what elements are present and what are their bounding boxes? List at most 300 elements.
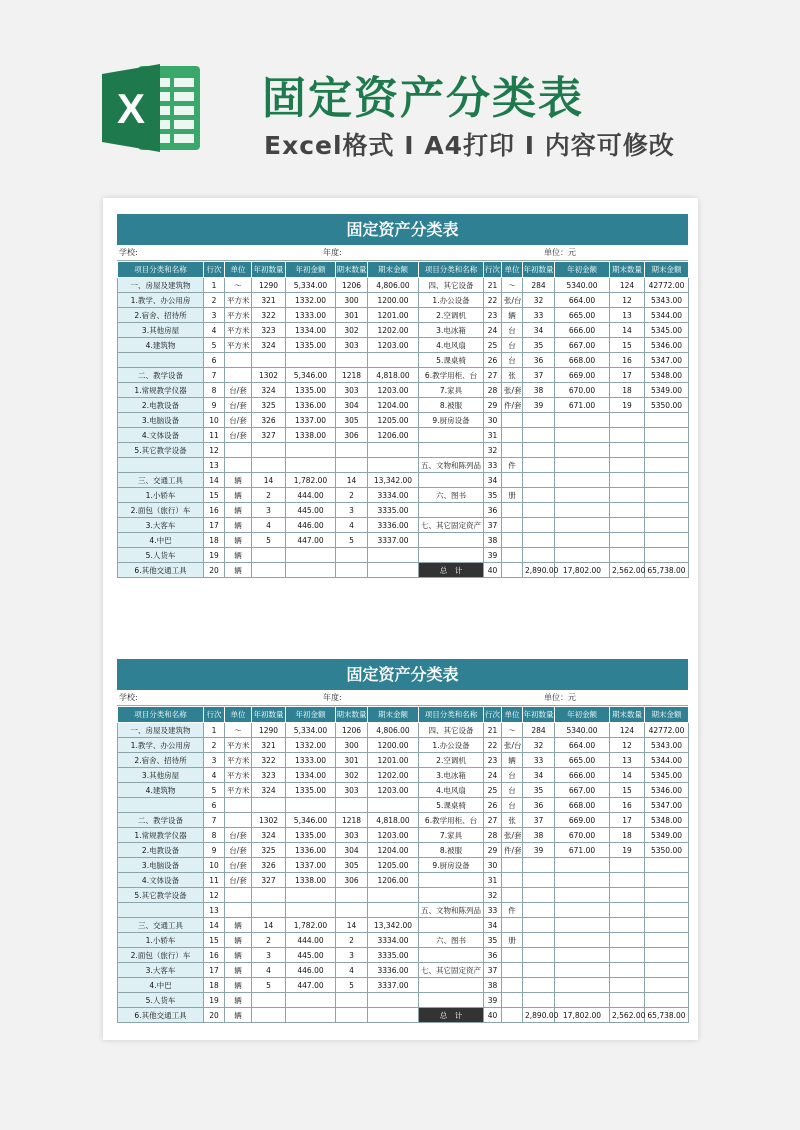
table-cell: 12 bbox=[610, 293, 645, 308]
table-cell: 1.办公设备 bbox=[419, 293, 484, 308]
table-cell bbox=[645, 488, 689, 503]
column-header: 年初金额 bbox=[555, 262, 610, 278]
table-cell: 5.人货车 bbox=[118, 548, 204, 563]
table-cell: 1336.00 bbox=[286, 843, 336, 858]
table-cell bbox=[502, 473, 523, 488]
table-cell: 张 bbox=[502, 813, 523, 828]
table-cell: 5349.00 bbox=[645, 828, 689, 843]
table-cell: 34 bbox=[484, 473, 502, 488]
table-cell bbox=[502, 963, 523, 978]
table-cell: 32 bbox=[523, 293, 555, 308]
table-cell: 322 bbox=[252, 308, 286, 323]
table-cell bbox=[502, 1008, 523, 1023]
table-cell bbox=[252, 888, 286, 903]
table-cell bbox=[645, 948, 689, 963]
table-cell bbox=[645, 428, 689, 443]
table-cell: 447.00 bbox=[286, 978, 336, 993]
table-cell bbox=[555, 413, 610, 428]
table-cell: 324 bbox=[252, 783, 286, 798]
table-cell: 1290 bbox=[252, 278, 286, 293]
table-cell: 1335.00 bbox=[286, 383, 336, 398]
table-cell: 4.文体设备 bbox=[118, 873, 204, 888]
table-cell: 1,782.00 bbox=[286, 473, 336, 488]
table-cell: 667.00 bbox=[555, 783, 610, 798]
table-cell: 1,782.00 bbox=[286, 918, 336, 933]
table-cell: 总 计 bbox=[419, 563, 484, 578]
table-cell: 325 bbox=[252, 843, 286, 858]
table-cell: 3.其他房屋 bbox=[118, 323, 204, 338]
unit-label: 单位：元 bbox=[544, 693, 576, 702]
table-cell bbox=[368, 798, 419, 813]
table-cell: 4 bbox=[204, 768, 225, 783]
table-cell: 32 bbox=[484, 888, 502, 903]
table-cell: 35 bbox=[484, 488, 502, 503]
table-cell bbox=[645, 978, 689, 993]
table-cell bbox=[419, 888, 484, 903]
table-cell: 1334.00 bbox=[286, 323, 336, 338]
table-cell bbox=[336, 353, 368, 368]
table-cell: 16 bbox=[610, 798, 645, 813]
table-cell bbox=[523, 933, 555, 948]
table-row bbox=[118, 503, 689, 518]
table-cell bbox=[252, 458, 286, 473]
table-cell: 35 bbox=[523, 783, 555, 798]
table-cell bbox=[118, 903, 204, 918]
table-cell: 27 bbox=[484, 368, 502, 383]
table-cell: 321 bbox=[252, 738, 286, 753]
table-row bbox=[118, 888, 689, 903]
table-cell: 1205.00 bbox=[368, 413, 419, 428]
table-cell bbox=[523, 458, 555, 473]
table-cell: 23 bbox=[484, 308, 502, 323]
table-cell: 11 bbox=[204, 428, 225, 443]
sheet-bottom bbox=[117, 659, 688, 1023]
table-cell: 17 bbox=[204, 518, 225, 533]
table-cell: 5 bbox=[252, 978, 286, 993]
table-cell: 1334.00 bbox=[286, 768, 336, 783]
table-row bbox=[118, 413, 689, 428]
table-cell: 2,890.00 bbox=[523, 563, 555, 578]
asset-table bbox=[117, 706, 689, 1023]
table-cell: 301 bbox=[336, 308, 368, 323]
table-cell bbox=[610, 993, 645, 1008]
table-cell bbox=[419, 443, 484, 458]
table-cell: 平方米 bbox=[225, 308, 252, 323]
table-cell: 5.人货车 bbox=[118, 993, 204, 1008]
table-cell: 5 bbox=[336, 533, 368, 548]
table-cell bbox=[286, 563, 336, 578]
table-cell bbox=[645, 473, 689, 488]
table-cell: 1338.00 bbox=[286, 428, 336, 443]
table-cell bbox=[225, 353, 252, 368]
table-cell bbox=[225, 888, 252, 903]
table-row bbox=[118, 783, 689, 798]
table-cell bbox=[252, 563, 286, 578]
column-header: 期末数量 bbox=[610, 262, 645, 278]
asset-table bbox=[117, 261, 689, 578]
table-row bbox=[118, 563, 689, 578]
table-cell: 16 bbox=[204, 503, 225, 518]
table-cell: 3 bbox=[204, 753, 225, 768]
table-row bbox=[118, 353, 689, 368]
table-cell bbox=[555, 948, 610, 963]
table-cell: 2.空调机 bbox=[419, 753, 484, 768]
table-cell bbox=[419, 978, 484, 993]
table-cell: 14 bbox=[610, 323, 645, 338]
table-cell: 39 bbox=[484, 548, 502, 563]
table-cell: 台 bbox=[502, 768, 523, 783]
table-cell bbox=[286, 798, 336, 813]
table-cell: 1206 bbox=[336, 723, 368, 738]
table-cell: 35 bbox=[484, 933, 502, 948]
table-cell: 5,334.00 bbox=[286, 723, 336, 738]
table-cell bbox=[419, 993, 484, 1008]
table-cell: 42772.00 bbox=[645, 723, 689, 738]
table-cell: 445.00 bbox=[286, 948, 336, 963]
table-cell: 台/套 bbox=[225, 828, 252, 843]
table-cell: 1335.00 bbox=[286, 338, 336, 353]
column-header: 项目分类和名称 bbox=[419, 707, 484, 723]
table-cell bbox=[555, 458, 610, 473]
column-header: 单位 bbox=[502, 262, 523, 278]
column-header: 期末金额 bbox=[645, 262, 689, 278]
table-cell bbox=[610, 963, 645, 978]
table-cell: 669.00 bbox=[555, 813, 610, 828]
table-cell: 15 bbox=[610, 338, 645, 353]
table-cell: 34 bbox=[484, 918, 502, 933]
table-cell: 22 bbox=[484, 293, 502, 308]
table-cell: 5348.00 bbox=[645, 813, 689, 828]
table-cell: 1206 bbox=[336, 278, 368, 293]
table-cell bbox=[419, 948, 484, 963]
table-cell: 15 bbox=[204, 488, 225, 503]
table-cell: 1332.00 bbox=[286, 738, 336, 753]
table-cell: 3.电脑设备 bbox=[118, 858, 204, 873]
table-cell: 1.常规教学仪器 bbox=[118, 383, 204, 398]
table-cell bbox=[336, 1008, 368, 1023]
table-cell: 33 bbox=[484, 903, 502, 918]
table-cell bbox=[555, 993, 610, 1008]
table-cell: 444.00 bbox=[286, 488, 336, 503]
table-cell: 三、交通工具 bbox=[118, 918, 204, 933]
table-cell bbox=[645, 933, 689, 948]
table-cell: 1200.00 bbox=[368, 738, 419, 753]
table-row bbox=[118, 948, 689, 963]
table-cell: 5345.00 bbox=[645, 768, 689, 783]
table-row bbox=[118, 293, 689, 308]
table-cell: 七、其它固定资产 bbox=[419, 518, 484, 533]
table-cell: 6 bbox=[204, 353, 225, 368]
table-cell: 平方米 bbox=[225, 753, 252, 768]
table-cell: 323 bbox=[252, 323, 286, 338]
table-cell: 12 bbox=[204, 888, 225, 903]
table-cell bbox=[610, 858, 645, 873]
table-cell bbox=[502, 548, 523, 563]
table-cell bbox=[252, 548, 286, 563]
table-cell: 总 计 bbox=[419, 1008, 484, 1023]
column-header: 行次 bbox=[484, 262, 502, 278]
table-row bbox=[118, 993, 689, 1008]
table-cell: 台 bbox=[502, 353, 523, 368]
table-cell: 28 bbox=[484, 828, 502, 843]
table-cell: 1203.00 bbox=[368, 783, 419, 798]
table-cell bbox=[286, 1008, 336, 1023]
table-cell: 17 bbox=[610, 813, 645, 828]
table-cell bbox=[502, 993, 523, 1008]
year-label: 年度: bbox=[323, 693, 342, 702]
table-cell: 2.电教设备 bbox=[118, 398, 204, 413]
table-cell: 10 bbox=[204, 413, 225, 428]
table-cell: 24 bbox=[484, 323, 502, 338]
table-cell: 37 bbox=[484, 963, 502, 978]
table-cell: 327 bbox=[252, 428, 286, 443]
table-cell bbox=[419, 873, 484, 888]
table-cell: 1206.00 bbox=[368, 873, 419, 888]
column-header: 年初金额 bbox=[555, 707, 610, 723]
table-cell: 13 bbox=[610, 753, 645, 768]
table-cell bbox=[555, 548, 610, 563]
table-cell: 平方米 bbox=[225, 783, 252, 798]
table-cell bbox=[523, 978, 555, 993]
table-cell: 3 bbox=[336, 503, 368, 518]
banner bbox=[0, 0, 800, 190]
table-cell: 辆 bbox=[225, 963, 252, 978]
table-row bbox=[118, 903, 689, 918]
table-cell bbox=[368, 903, 419, 918]
table-cell bbox=[523, 503, 555, 518]
table-cell: 65,738.00 bbox=[645, 1008, 689, 1023]
table-cell: 5349.00 bbox=[645, 383, 689, 398]
table-cell: 1.办公设备 bbox=[419, 738, 484, 753]
table-row bbox=[118, 443, 689, 458]
table-cell: 326 bbox=[252, 413, 286, 428]
table-cell: ～ bbox=[225, 278, 252, 293]
table-cell: 3336.00 bbox=[368, 518, 419, 533]
table-cell bbox=[523, 903, 555, 918]
table-cell bbox=[645, 993, 689, 1008]
table-cell: 6.教学用柜、台 bbox=[419, 368, 484, 383]
table-cell bbox=[523, 428, 555, 443]
table-cell bbox=[368, 1008, 419, 1023]
table-cell: 4.建筑物 bbox=[118, 338, 204, 353]
table-cell: 2 bbox=[204, 738, 225, 753]
table-cell: 16 bbox=[610, 353, 645, 368]
table-cell bbox=[523, 948, 555, 963]
table-cell: 辆 bbox=[225, 948, 252, 963]
table-cell: 38 bbox=[523, 383, 555, 398]
table-cell bbox=[368, 888, 419, 903]
table-cell bbox=[225, 813, 252, 828]
table-cell: 444.00 bbox=[286, 933, 336, 948]
table-cell: 29 bbox=[484, 398, 502, 413]
table-cell: 辆 bbox=[225, 933, 252, 948]
table-cell: 9.厨房设备 bbox=[419, 413, 484, 428]
table-cell: 15 bbox=[204, 933, 225, 948]
table-cell: 36 bbox=[523, 353, 555, 368]
table-cell: 1332.00 bbox=[286, 293, 336, 308]
table-cell bbox=[555, 858, 610, 873]
table-cell: 671.00 bbox=[555, 398, 610, 413]
table-cell: 5 bbox=[336, 978, 368, 993]
table-cell: 664.00 bbox=[555, 738, 610, 753]
table-cell bbox=[368, 443, 419, 458]
table-cell: 辆 bbox=[225, 533, 252, 548]
table-cell bbox=[225, 798, 252, 813]
table-cell: 305 bbox=[336, 413, 368, 428]
table-cell: 2,562.00 bbox=[610, 1008, 645, 1023]
table-cell: 36 bbox=[523, 798, 555, 813]
table-cell: 册 bbox=[502, 933, 523, 948]
table-cell: 321 bbox=[252, 293, 286, 308]
table-cell: 284 bbox=[523, 278, 555, 293]
table-cell bbox=[610, 413, 645, 428]
table-cell: 300 bbox=[336, 738, 368, 753]
table-cell bbox=[368, 353, 419, 368]
table-cell: 303 bbox=[336, 338, 368, 353]
table-cell bbox=[336, 798, 368, 813]
table-cell: 平方米 bbox=[225, 323, 252, 338]
table-cell: 29 bbox=[484, 843, 502, 858]
table-cell: 2 bbox=[336, 933, 368, 948]
table-cell: 辆 bbox=[225, 1008, 252, 1023]
table-cell: 四、其它设备 bbox=[419, 278, 484, 293]
table-cell: 664.00 bbox=[555, 293, 610, 308]
table-cell: 666.00 bbox=[555, 768, 610, 783]
table-cell: 325 bbox=[252, 398, 286, 413]
table-cell bbox=[502, 948, 523, 963]
table-cell: 张 bbox=[502, 368, 523, 383]
table-cell bbox=[555, 933, 610, 948]
table-cell: 33 bbox=[523, 753, 555, 768]
table-cell: 1203.00 bbox=[368, 338, 419, 353]
table-cell: 13,342.00 bbox=[368, 918, 419, 933]
column-header: 年初数量 bbox=[523, 262, 555, 278]
table-cell bbox=[286, 903, 336, 918]
table-cell: 39 bbox=[523, 398, 555, 413]
table-cell bbox=[286, 888, 336, 903]
column-header: 期末金额 bbox=[368, 707, 419, 723]
table-cell bbox=[555, 888, 610, 903]
table-cell: 37 bbox=[523, 813, 555, 828]
table-cell: 辆 bbox=[225, 518, 252, 533]
table-cell: 1218 bbox=[336, 368, 368, 383]
table-cell: 2 bbox=[204, 293, 225, 308]
table-cell: 19 bbox=[610, 843, 645, 858]
table-cell bbox=[336, 443, 368, 458]
table-cell: 5348.00 bbox=[645, 368, 689, 383]
table-cell bbox=[336, 563, 368, 578]
table-cell: 2.宿舍、招待所 bbox=[118, 308, 204, 323]
table-cell: 8 bbox=[204, 828, 225, 843]
table-cell: 17,802.00 bbox=[555, 563, 610, 578]
table-cell: 5344.00 bbox=[645, 753, 689, 768]
table-cell bbox=[252, 1008, 286, 1023]
table-cell: 6.教学用柜、台 bbox=[419, 813, 484, 828]
table-cell bbox=[523, 963, 555, 978]
table-cell: 301 bbox=[336, 753, 368, 768]
table-cell: 14 bbox=[336, 918, 368, 933]
table-cell: 辆 bbox=[502, 308, 523, 323]
table-cell bbox=[645, 963, 689, 978]
table-cell: 40 bbox=[484, 1008, 502, 1023]
table-cell: 305 bbox=[336, 858, 368, 873]
table-cell: 17 bbox=[204, 963, 225, 978]
table-cell: 7.家具 bbox=[419, 828, 484, 843]
table-cell: 32 bbox=[523, 738, 555, 753]
table-cell: ～ bbox=[502, 278, 523, 293]
table-cell bbox=[645, 888, 689, 903]
table-cell: 3335.00 bbox=[368, 503, 419, 518]
table-cell bbox=[610, 503, 645, 518]
table-cell bbox=[252, 353, 286, 368]
table-cell: 3336.00 bbox=[368, 963, 419, 978]
table-row bbox=[118, 533, 689, 548]
column-header: 单位 bbox=[225, 707, 252, 723]
table-cell bbox=[610, 888, 645, 903]
table-cell bbox=[502, 533, 523, 548]
table-cell bbox=[502, 413, 523, 428]
table-cell bbox=[523, 858, 555, 873]
table-cell bbox=[286, 353, 336, 368]
table-cell: 台 bbox=[502, 798, 523, 813]
table-cell: 台/套 bbox=[225, 413, 252, 428]
table-cell: 306 bbox=[336, 873, 368, 888]
table-cell: 324 bbox=[252, 383, 286, 398]
table-cell bbox=[645, 903, 689, 918]
table-cell: 666.00 bbox=[555, 323, 610, 338]
table-cell: 4.电风扇 bbox=[419, 783, 484, 798]
table-cell bbox=[645, 518, 689, 533]
table-cell: 1335.00 bbox=[286, 828, 336, 843]
table-cell bbox=[645, 413, 689, 428]
banner-title: 固定资产分类表 bbox=[262, 73, 584, 124]
table-cell: 辆 bbox=[502, 753, 523, 768]
table-cell: 124 bbox=[610, 278, 645, 293]
table-cell: 12 bbox=[610, 738, 645, 753]
table-cell: 3.电冰箱 bbox=[419, 323, 484, 338]
table-cell: 36 bbox=[484, 503, 502, 518]
table-cell: 14 bbox=[204, 473, 225, 488]
table-cell: 5.课桌椅 bbox=[419, 353, 484, 368]
table-row bbox=[118, 873, 689, 888]
table-cell: 张/台 bbox=[502, 738, 523, 753]
table-cell bbox=[555, 963, 610, 978]
table-cell: 2.电教设备 bbox=[118, 843, 204, 858]
table-cell bbox=[419, 503, 484, 518]
table-row bbox=[118, 548, 689, 563]
table-cell: 台/套 bbox=[225, 428, 252, 443]
table-cell: 五、文物和陈列品 bbox=[419, 458, 484, 473]
table-cell bbox=[368, 548, 419, 563]
table-cell: 辆 bbox=[225, 978, 252, 993]
table-cell: 670.00 bbox=[555, 383, 610, 398]
table-cell: 15 bbox=[610, 783, 645, 798]
table-row bbox=[118, 308, 689, 323]
table-cell: 辆 bbox=[225, 503, 252, 518]
table-cell: 3 bbox=[252, 503, 286, 518]
table-cell: 5.课桌椅 bbox=[419, 798, 484, 813]
table-cell: 38 bbox=[484, 978, 502, 993]
table-cell: 21 bbox=[484, 723, 502, 738]
table-cell bbox=[555, 488, 610, 503]
table-cell: 30 bbox=[484, 858, 502, 873]
table-cell: 3.其他房屋 bbox=[118, 768, 204, 783]
table-cell: 五、文物和陈列品 bbox=[419, 903, 484, 918]
table-cell: 18 bbox=[610, 828, 645, 843]
school-label: 学校: bbox=[119, 248, 138, 257]
table-cell bbox=[502, 873, 523, 888]
table-row bbox=[118, 278, 689, 293]
